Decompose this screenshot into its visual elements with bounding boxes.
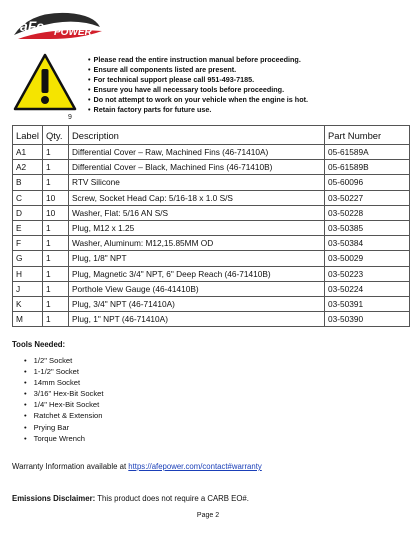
safety-note: • Do not attempt to work on your vehicle when the engine is hot. bbox=[88, 95, 308, 105]
table-row bbox=[13, 236, 410, 251]
afe-logo-graphic bbox=[10, 5, 106, 47]
row-description: Plug, M12 x 1.25 bbox=[69, 220, 325, 235]
row-qty: 10 bbox=[43, 205, 69, 220]
row-qty: 1 bbox=[43, 145, 69, 160]
row-qty: 1 bbox=[43, 220, 69, 235]
tool-item: • 1-1/2" Socket bbox=[24, 366, 103, 377]
column-header-label: Label bbox=[13, 126, 43, 145]
row-part-number: 03-50384 bbox=[325, 236, 410, 251]
row-part-number: 03-50391 bbox=[325, 296, 410, 311]
row-description: Differential Cover – Raw, Machined Fins (46-71410A) bbox=[69, 145, 325, 160]
figure-number: 9 bbox=[68, 114, 72, 121]
row-label: F bbox=[13, 236, 43, 251]
column-header-qty: Qty. bbox=[43, 126, 69, 145]
warranty-link[interactable]: https://afepower.com/contact#warranty bbox=[128, 462, 262, 471]
row-qty: 1 bbox=[43, 312, 69, 327]
row-part-number: 05-61589B bbox=[325, 160, 410, 175]
table-row bbox=[13, 312, 410, 327]
tool-item: • Prying Bar bbox=[24, 422, 103, 433]
table-row bbox=[13, 220, 410, 235]
row-part-number: 03-50224 bbox=[325, 281, 410, 296]
tools-list bbox=[24, 355, 103, 444]
row-label: K bbox=[13, 296, 43, 311]
table-row bbox=[13, 175, 410, 190]
row-description: Differential Cover – Black, Machined Fins (46-71410B) bbox=[69, 160, 325, 175]
row-description: RTV Silicone bbox=[69, 175, 325, 190]
safety-notes bbox=[88, 55, 308, 115]
column-header-description: Description bbox=[69, 126, 325, 145]
table-row bbox=[13, 190, 410, 205]
row-label: G bbox=[13, 251, 43, 266]
table-row bbox=[13, 205, 410, 220]
warranty-text: Warranty Information available at bbox=[12, 462, 129, 471]
table-row bbox=[13, 251, 410, 266]
emissions-label: Emissions Disclaimer: bbox=[12, 494, 96, 503]
tool-item: • 14mm Socket bbox=[24, 377, 103, 388]
emissions-text: This product does not require a CARB EO#. bbox=[95, 494, 249, 503]
svg-text:POWER: POWER bbox=[54, 27, 92, 38]
table-row bbox=[13, 266, 410, 281]
tools-needed-heading: Tools Needed: bbox=[12, 340, 66, 349]
row-qty: 1 bbox=[43, 160, 69, 175]
table-row bbox=[13, 281, 410, 296]
row-qty: 1 bbox=[43, 251, 69, 266]
table-header-row bbox=[13, 126, 410, 145]
row-label: J bbox=[13, 281, 43, 296]
row-part-number: 03-50390 bbox=[325, 312, 410, 327]
row-qty: 1 bbox=[43, 236, 69, 251]
row-label: H bbox=[13, 266, 43, 281]
row-description: Washer, Aluminum: M12,15.85MM OD bbox=[69, 236, 325, 251]
row-part-number: 03-50227 bbox=[325, 190, 410, 205]
parts-table bbox=[12, 125, 410, 327]
warning-triangle-icon bbox=[12, 52, 78, 112]
page-number: Page 2 bbox=[196, 512, 220, 519]
row-qty: 1 bbox=[43, 175, 69, 190]
table-row bbox=[13, 296, 410, 311]
row-qty: 1 bbox=[43, 296, 69, 311]
row-label: A2 bbox=[13, 160, 43, 175]
row-qty: 1 bbox=[43, 281, 69, 296]
row-label: C bbox=[13, 190, 43, 205]
row-label: M bbox=[13, 312, 43, 327]
svg-text:aFe: aFe bbox=[20, 18, 45, 34]
column-header-part-number: Part Number bbox=[325, 126, 410, 145]
row-description: Plug, Magnetic 3/4" NPT, 6" Deep Reach (46-71410B) bbox=[69, 266, 325, 281]
safety-note: • Retain factory parts for future use. bbox=[88, 105, 308, 115]
row-part-number: 03-50029 bbox=[325, 251, 410, 266]
row-description: Plug, 1" NPT (46-71410A) bbox=[69, 312, 325, 327]
tool-item: • 1/2" Socket bbox=[24, 355, 103, 366]
safety-note: • Ensure all components listed are present. bbox=[88, 65, 308, 75]
row-description: Plug, 3/4" NPT (46-71410A) bbox=[69, 296, 325, 311]
row-label: E bbox=[13, 220, 43, 235]
row-description: Screw, Socket Head Cap: 5/16-18 x 1.0 S/S bbox=[69, 190, 325, 205]
table-row bbox=[13, 160, 410, 175]
row-description: Plug, 1/8" NPT bbox=[69, 251, 325, 266]
row-part-number: 03-50223 bbox=[325, 266, 410, 281]
row-part-number: 03-50228 bbox=[325, 205, 410, 220]
row-qty: 10 bbox=[43, 190, 69, 205]
safety-note: • For technical support please call 951-493-7185. bbox=[88, 75, 308, 85]
row-description: Porthole View Gauge (46-41410B) bbox=[69, 281, 325, 296]
emissions-disclaimer bbox=[12, 494, 249, 503]
safety-note: • Please read the entire instruction manual before proceeding. bbox=[88, 55, 308, 65]
table-row bbox=[13, 145, 410, 160]
tool-item: • Ratchet & Extension bbox=[24, 410, 103, 421]
row-part-number: 03-50385 bbox=[325, 220, 410, 235]
row-label: B bbox=[13, 175, 43, 190]
tool-item: • 3/16" Hex-Bit Socket bbox=[24, 388, 103, 399]
warranty-info bbox=[12, 462, 262, 471]
tool-item: • Torque Wrench bbox=[24, 433, 103, 444]
row-part-number: 05-60096 bbox=[325, 175, 410, 190]
row-label: D bbox=[13, 205, 43, 220]
row-qty: 1 bbox=[43, 266, 69, 281]
row-label: A1 bbox=[13, 145, 43, 160]
afe-power-logo bbox=[10, 5, 106, 47]
tool-item: • 1/4" Hex-Bit Socket bbox=[24, 399, 103, 410]
safety-note: • Ensure you have all necessary tools before proceeding. bbox=[88, 85, 308, 95]
row-description: Washer, Flat: 5/16 AN S/S bbox=[69, 205, 325, 220]
row-part-number: 05-61589A bbox=[325, 145, 410, 160]
